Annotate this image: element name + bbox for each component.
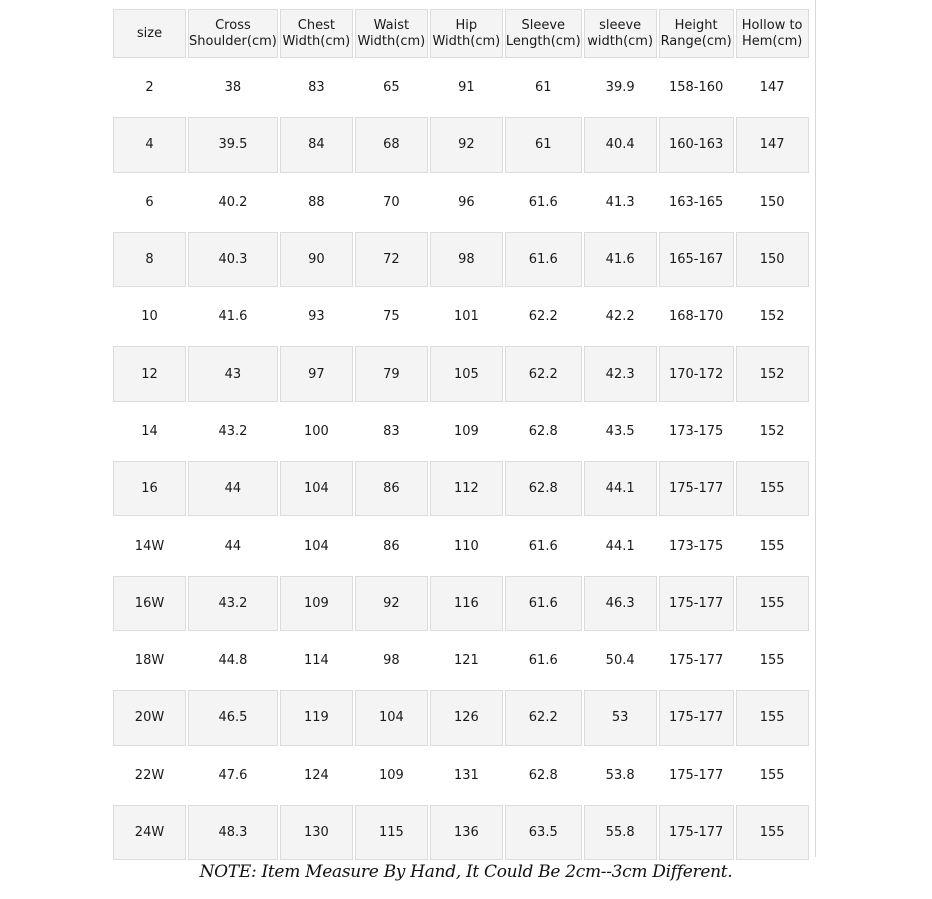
cell-sleeve-length: 62.8 [505,748,582,803]
table-row [113,576,809,631]
cell-sleeve-length: 61.6 [505,633,582,688]
cell-chest-width: 114 [280,633,353,688]
cell-height-range: 173-175 [659,518,734,573]
cell-waist-width: 86 [355,518,428,573]
cell-waist-width: 92 [355,576,428,631]
cell-waist-width: 104 [355,690,428,745]
cell-cross-shoulder: 43.2 [188,576,278,631]
cell-size: 4 [113,117,186,172]
cell-hollow-to-hem: 150 [736,232,809,287]
cell-size: 14W [113,518,186,573]
cell-sleeve-width: 42.3 [584,346,657,401]
cell-waist-width: 115 [355,805,428,860]
cell-hollow-to-hem: 152 [736,346,809,401]
cell-waist-width: 70 [355,175,428,230]
header-cell-cross-shoulder: Cross Shoulder(cm) [188,9,278,58]
cell-waist-width: 109 [355,748,428,803]
cell-size: 10 [113,289,186,344]
cell-sleeve-length: 61.6 [505,175,582,230]
cell-cross-shoulder: 43 [188,346,278,401]
cell-chest-width: 104 [280,518,353,573]
cell-size: 16W [113,576,186,631]
cell-hollow-to-hem: 155 [736,805,809,860]
cell-height-range: 175-177 [659,633,734,688]
cell-cross-shoulder: 43.2 [188,404,278,459]
cell-hollow-to-hem: 152 [736,289,809,344]
cell-cross-shoulder: 44 [188,518,278,573]
cell-sleeve-length: 62.8 [505,461,582,516]
cell-height-range: 160-163 [659,117,734,172]
cell-height-range: 175-177 [659,461,734,516]
cell-sleeve-width: 41.6 [584,232,657,287]
cell-cross-shoulder: 39.5 [188,117,278,172]
cell-waist-width: 83 [355,404,428,459]
table-row [113,289,809,344]
cell-height-range: 175-177 [659,748,734,803]
cell-height-range: 173-175 [659,404,734,459]
cell-chest-width: 124 [280,748,353,803]
cell-height-range: 163-165 [659,175,734,230]
cell-sleeve-width: 39.9 [584,60,657,115]
cell-height-range: 170-172 [659,346,734,401]
cell-sleeve-length: 61.6 [505,232,582,287]
cell-waist-width: 79 [355,346,428,401]
cell-height-range: 165-167 [659,232,734,287]
cell-cross-shoulder: 48.3 [188,805,278,860]
cell-waist-width: 68 [355,117,428,172]
header-cell-size: size [113,9,186,58]
cell-cross-shoulder: 47.6 [188,748,278,803]
header-cell-sleeve-length: Sleeve Length(cm) [505,9,582,58]
cell-hollow-to-hem: 155 [736,748,809,803]
cell-chest-width: 84 [280,117,353,172]
cell-chest-width: 104 [280,461,353,516]
cell-hip-width: 112 [430,461,503,516]
cell-chest-width: 97 [280,346,353,401]
table-row [113,175,809,230]
cell-size: 16 [113,461,186,516]
cell-sleeve-length: 63.5 [505,805,582,860]
cell-sleeve-width: 44.1 [584,461,657,516]
cell-height-range: 175-177 [659,690,734,745]
header-cell-height-range: Height Range(cm) [659,9,734,58]
cell-hip-width: 109 [430,404,503,459]
header-cell-hip-width: Hip Width(cm) [430,9,503,58]
measurement-note: NOTE: Item Measure By Hand, It Could Be 2cm--3cm Different. [199,862,733,882]
cell-hip-width: 126 [430,690,503,745]
cell-waist-width: 65 [355,60,428,115]
cell-hip-width: 110 [430,518,503,573]
cell-hip-width: 116 [430,576,503,631]
cell-sleeve-width: 43.5 [584,404,657,459]
cell-chest-width: 93 [280,289,353,344]
cell-hip-width: 121 [430,633,503,688]
cell-hollow-to-hem: 147 [736,117,809,172]
cell-chest-width: 130 [280,805,353,860]
cell-waist-width: 72 [355,232,428,287]
cell-sleeve-length: 61 [505,117,582,172]
cell-sleeve-length: 62.2 [505,346,582,401]
cell-sleeve-length: 62.2 [505,289,582,344]
cell-hip-width: 96 [430,175,503,230]
cell-sleeve-width: 42.2 [584,289,657,344]
cell-sleeve-width: 53.8 [584,748,657,803]
table-row [113,690,809,745]
cell-hip-width: 136 [430,805,503,860]
cell-cross-shoulder: 41.6 [188,289,278,344]
header-cell-hollow-to-hem: Hollow to Hem(cm) [736,9,809,58]
table-row [113,633,809,688]
cell-size: 20W [113,690,186,745]
cell-hip-width: 105 [430,346,503,401]
cell-hollow-to-hem: 147 [736,60,809,115]
cell-size: 2 [113,60,186,115]
table-row [113,346,809,401]
cell-hip-width: 98 [430,232,503,287]
size-chart-table [111,7,811,862]
cell-chest-width: 88 [280,175,353,230]
table-row [113,748,809,803]
cell-sleeve-width: 50.4 [584,633,657,688]
cell-cross-shoulder: 40.3 [188,232,278,287]
cell-hollow-to-hem: 155 [736,633,809,688]
cell-cross-shoulder: 44 [188,461,278,516]
cell-cross-shoulder: 38 [188,60,278,115]
cell-hollow-to-hem: 155 [736,461,809,516]
cell-cross-shoulder: 46.5 [188,690,278,745]
vertical-divider [815,0,816,857]
cell-size: 22W [113,748,186,803]
cell-sleeve-width: 44.1 [584,518,657,573]
cell-size: 12 [113,346,186,401]
cell-hollow-to-hem: 155 [736,690,809,745]
cell-sleeve-width: 40.4 [584,117,657,172]
table-row [113,805,809,860]
cell-hollow-to-hem: 155 [736,518,809,573]
cell-cross-shoulder: 40.2 [188,175,278,230]
cell-chest-width: 100 [280,404,353,459]
cell-sleeve-width: 41.3 [584,175,657,230]
cell-sleeve-length: 61 [505,60,582,115]
cell-chest-width: 83 [280,60,353,115]
cell-height-range: 158-160 [659,60,734,115]
cell-size: 8 [113,232,186,287]
cell-hip-width: 101 [430,289,503,344]
cell-size: 6 [113,175,186,230]
cell-size: 24W [113,805,186,860]
cell-hip-width: 131 [430,748,503,803]
cell-size: 14 [113,404,186,459]
table-row [113,232,809,287]
header-cell-sleeve-width: sleeve width(cm) [584,9,657,58]
header-cell-waist-width: Waist Width(cm) [355,9,428,58]
table-row [113,117,809,172]
cell-hollow-to-hem: 150 [736,175,809,230]
cell-sleeve-width: 53 [584,690,657,745]
cell-waist-width: 98 [355,633,428,688]
header-cell-chest-width: Chest Width(cm) [280,9,353,58]
cell-sleeve-length: 62.2 [505,690,582,745]
cell-chest-width: 109 [280,576,353,631]
cell-sleeve-length: 61.6 [505,518,582,573]
cell-sleeve-length: 62.8 [505,404,582,459]
cell-sleeve-width: 46.3 [584,576,657,631]
table-row [113,518,809,573]
cell-chest-width: 119 [280,690,353,745]
table-row [113,60,809,115]
header-row [113,9,809,58]
cell-hollow-to-hem: 155 [736,576,809,631]
table-row [113,404,809,459]
cell-hip-width: 92 [430,117,503,172]
cell-waist-width: 75 [355,289,428,344]
cell-hollow-to-hem: 152 [736,404,809,459]
cell-height-range: 168-170 [659,289,734,344]
cell-sleeve-length: 61.6 [505,576,582,631]
table-row [113,461,809,516]
cell-chest-width: 90 [280,232,353,287]
cell-height-range: 175-177 [659,576,734,631]
cell-size: 18W [113,633,186,688]
cell-sleeve-width: 55.8 [584,805,657,860]
cell-height-range: 175-177 [659,805,734,860]
cell-waist-width: 86 [355,461,428,516]
cell-hip-width: 91 [430,60,503,115]
cell-cross-shoulder: 44.8 [188,633,278,688]
